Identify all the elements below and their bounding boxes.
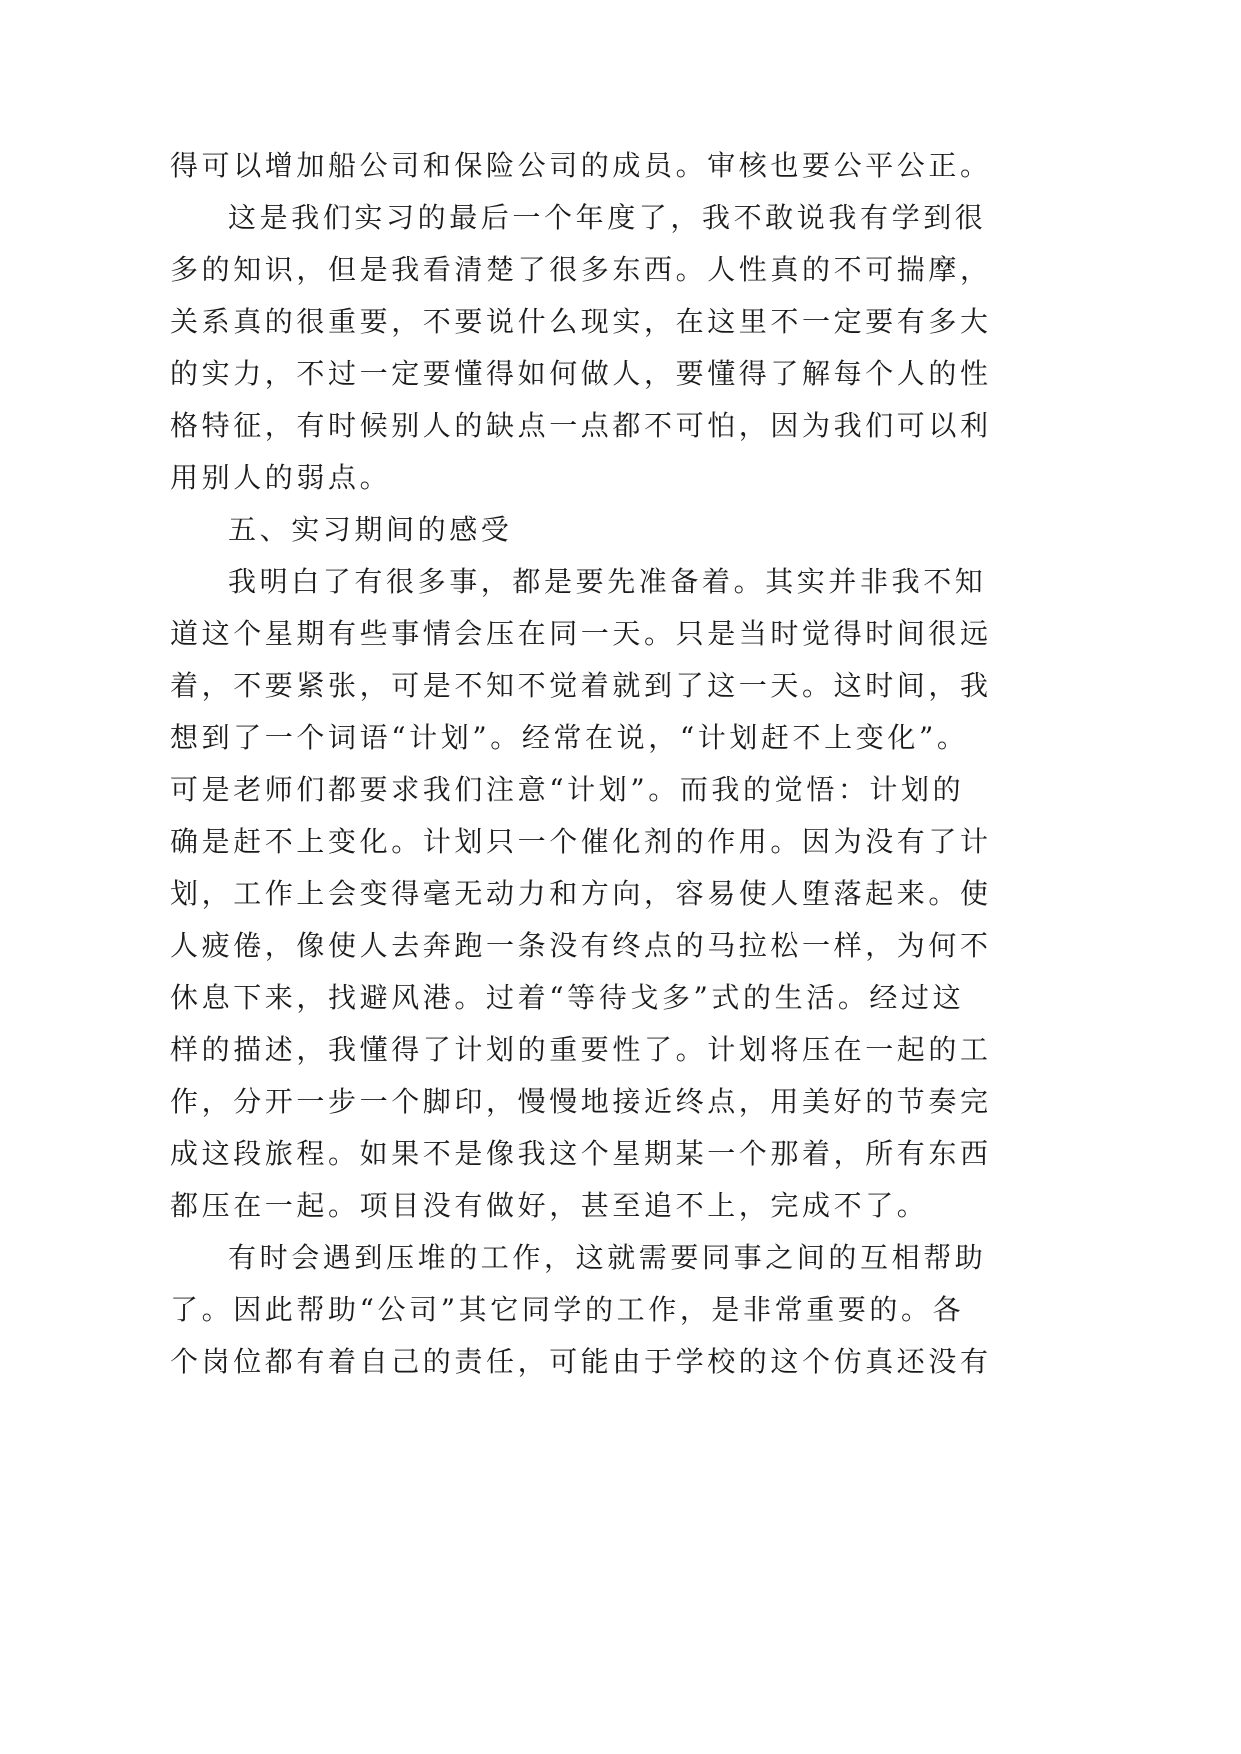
paragraph-line: 个岗位都有着自己的责任，可能由于学校的这个仿真还没有 xyxy=(170,1345,992,1378)
paragraph-line: 得可以增加船公司和保险公司的成员。审核也要公平公正。 xyxy=(170,149,992,182)
paragraph-line: 关系真的很重要，不要说什么现实，在这里不一定要有多大 xyxy=(170,305,992,338)
paragraph-line: 我明白了有很多事，都是要先准备着。其实并非我不知 xyxy=(228,565,987,598)
paragraph-line: 都压在一起。项目没有做好，甚至追不上，完成不了。 xyxy=(170,1189,929,1222)
paragraph-line: 样的描述，我懂得了计划的重要性了。计划将压在一起的工 xyxy=(170,1033,992,1066)
document-body xyxy=(170,140,992,1388)
paragraph-line: 的实力，不过一定要懂得如何做人，要懂得了解每个人的性 xyxy=(170,357,992,390)
paragraph-line: 格特征，有时候别人的缺点一点都不可怕，因为我们可以利 xyxy=(170,409,992,442)
paragraph-line: 用别人的弱点。 xyxy=(170,461,392,494)
paragraph-line: 作，分开一步一个脚印，慢慢地接近终点，用美好的节奏完 xyxy=(170,1085,992,1118)
paragraph-line: 道这个星期有些事情会压在同一天。只是当时觉得时间很远 xyxy=(170,617,992,650)
paragraph-line: 确是赶不上变化。计划只一个催化剂的作用。因为没有了计 xyxy=(170,825,992,858)
paragraph-line: 着，不要紧张，可是不知不觉着就到了这一天。这时间，我 xyxy=(170,669,992,702)
paragraph-line: 可是老师们都要求我们注意“计划”。而我的觉悟：计划的 xyxy=(170,773,965,806)
section-heading: 五、实习期间的感受 xyxy=(228,513,513,546)
paragraph-line: 了。因此帮助“公司”其它同学的工作，是非常重要的。各 xyxy=(170,1293,965,1326)
paragraph-line: 多的知识，但是我看清楚了很多东西。人性真的不可揣摩， xyxy=(170,253,992,286)
paragraph-line: 划，工作上会变得毫无动力和方向，容易使人堕落起来。使 xyxy=(170,877,992,910)
paragraph-line: 这是我们实习的最后一个年度了，我不敢说我有学到很 xyxy=(228,201,987,234)
paragraph-line: 想到了一个词语“计划”。经常在说，“计划赶不上变化”。 xyxy=(170,721,969,754)
paragraph-line: 人疲倦，像使人去奔跑一条没有终点的马拉松一样，为何不 xyxy=(170,929,992,962)
paragraph-line: 有时会遇到压堆的工作，这就需要同事之间的互相帮助 xyxy=(228,1241,987,1274)
paragraph-line: 成这段旅程。如果不是像我这个星期某一个那着，所有东西 xyxy=(170,1137,992,1170)
paragraph-line: 休息下来，找避风港。过着“等待戈多”式的生活。经过这 xyxy=(170,981,965,1014)
